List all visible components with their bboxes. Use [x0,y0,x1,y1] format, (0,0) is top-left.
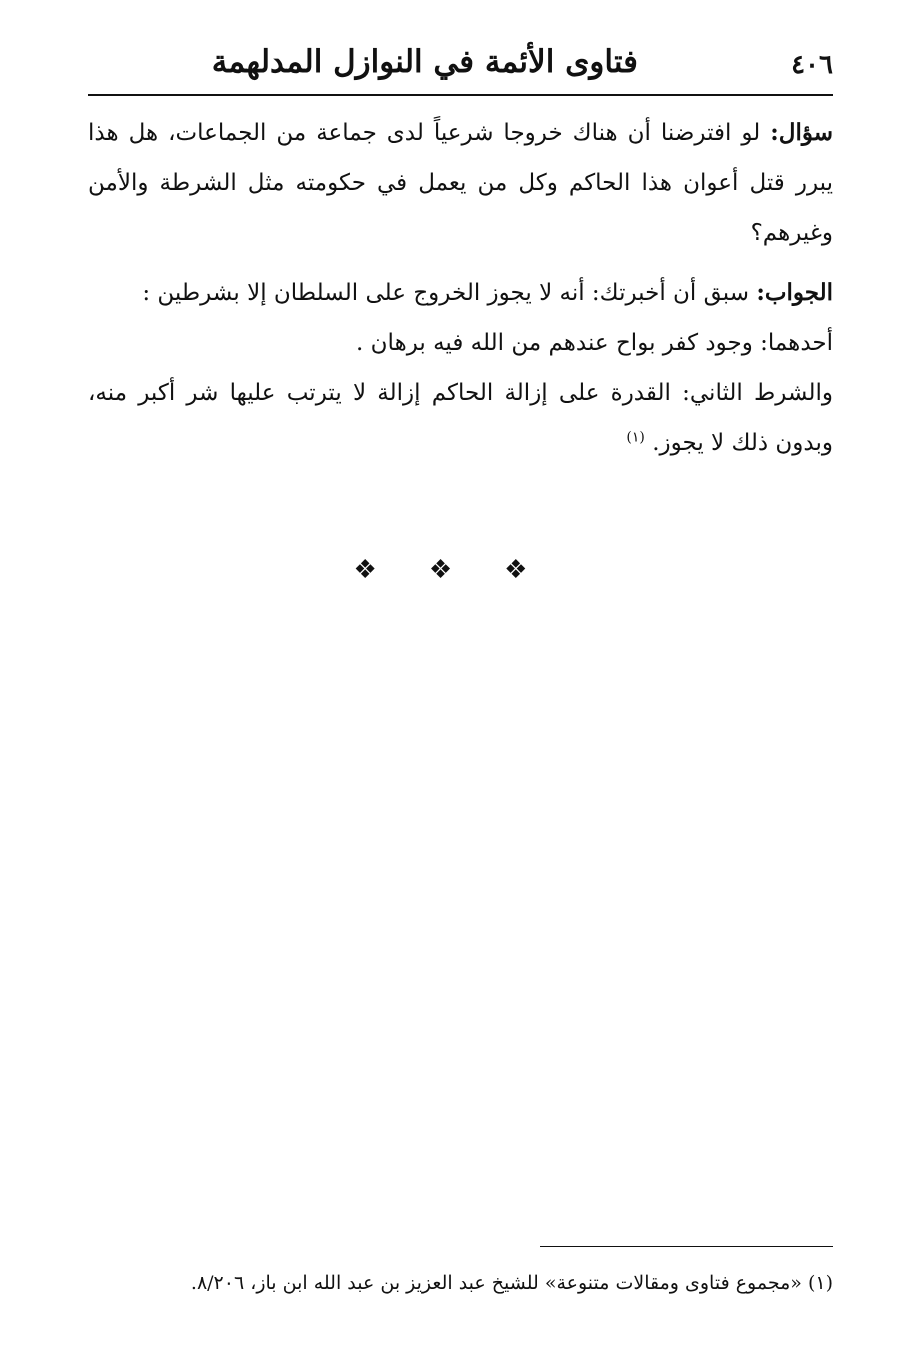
page-header [88,38,833,96]
footnote: (١) «مجموع فتاوى ومقالات متنوعة» للشيخ عبد العزيز بن عبد الله ابن باز، ٨/٢٠٦. [190,1272,833,1294]
main-text [88,108,833,468]
diamond-ornament-icon: ❖ [353,555,405,585]
question-label: سؤال: [770,119,833,146]
question-paragraph [88,108,833,258]
answer-paragraph [88,268,833,318]
diamond-ornament-icon: ❖ [504,555,556,585]
section-ornament [0,555,909,585]
header-rule [88,94,833,96]
footnote-reference[interactable]: (١) [626,429,645,446]
answer-label: الجواب: [756,279,833,306]
page-number: ٤٠٦ [791,50,833,80]
running-title: فتاوى الأئمة في النوازل المدلهمة [211,44,638,80]
diamond-ornament-icon: ❖ [428,555,481,585]
question-text: لو افترضنا أن هناك خروجا شرعياً لدى جماعة من الجماعات، هل هذا يبرر قتل أعوان هذا الحاكم وكل من يعمل في حكومته مثل الشرطة والأمن وغيرهم؟ [88,120,833,246]
condition-two: والشرط الثاني: القدرة على إزالة الحاكم إزالة لا يترتب عليها شر أكبر منه، وبدون ذلك لا يجوز. [88,380,833,456]
answer-text: سبق أن أخبرتك: أنه لا يجوز الخروج على السلطان إلا بشرطين : [142,280,757,306]
condition-one: أحدهما: وجود كفر بواح عندهم من الله فيه برهان . [356,330,833,356]
footnote-rule [540,1246,833,1247]
condition-two-paragraph [88,368,833,468]
